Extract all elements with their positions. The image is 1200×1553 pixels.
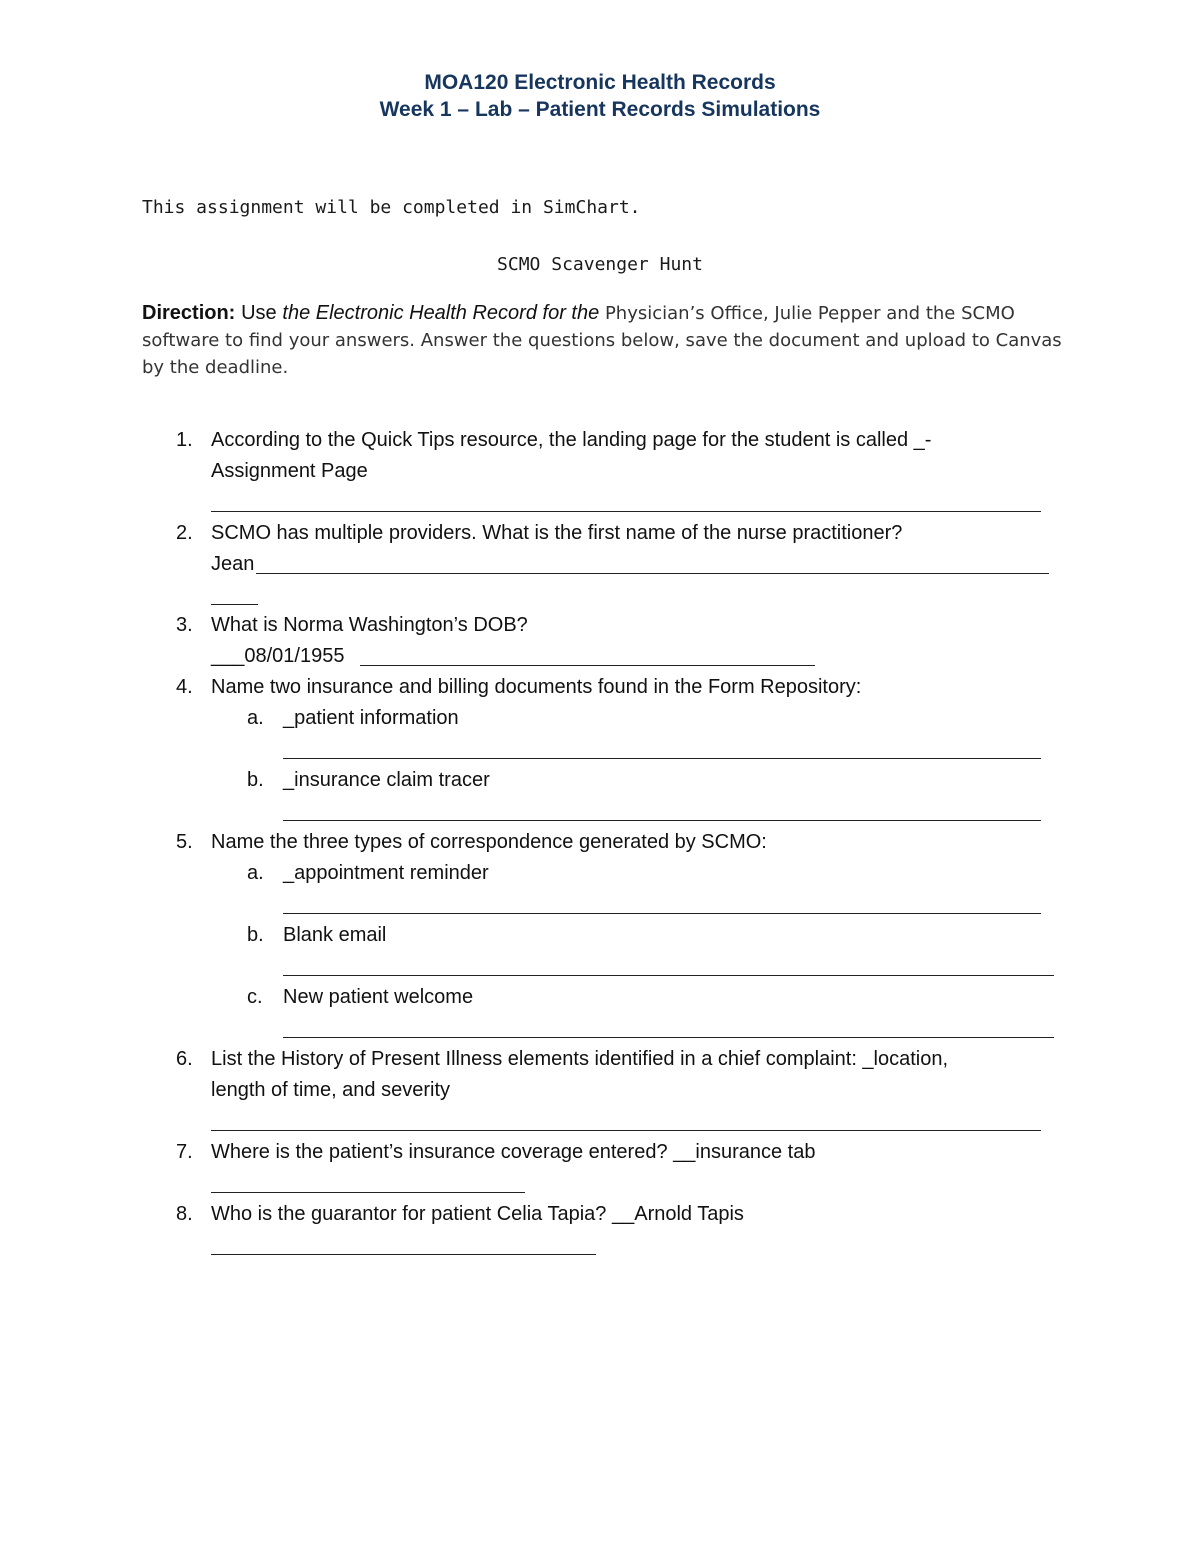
q1-answer: Assignment Page [211,460,368,482]
q3-number: 3. [176,614,193,636]
q7-answer-line [211,1192,525,1193]
intro-text: This assignment will be completed in SimChart. [142,197,641,218]
q4a-letter: a. [247,707,264,729]
q5a-letter: a. [247,862,264,884]
q5a-answer-line [283,913,1041,914]
q6-answer-line [211,1130,1041,1131]
q5b-answer: Blank email [283,924,387,946]
q5a-answer: _appointment reminder [283,862,489,884]
q4b-answer-line [283,820,1041,821]
lab-title: Week 1 – Lab – Patient Records Simulations [379,98,821,121]
q2-number: 2. [176,522,193,544]
q4b-answer: _insurance claim tracer [283,769,490,791]
q8-answer-line [211,1254,596,1255]
q2-answer-line [256,573,1049,574]
q5-number: 5. [176,831,193,853]
q4a-answer-line [283,758,1041,759]
q8-number: 8. [176,1203,193,1225]
q4b-letter: b. [247,769,264,791]
direction-label: Direction: [142,302,236,324]
q1-text: According to the Quick Tips resource, the landing page for the student is called _- [211,429,932,451]
q3-text: What is Norma Washington’s DOB? [211,614,528,636]
q2-answer-line-cont [211,604,258,605]
q6-number: 6. [176,1048,193,1070]
q7-text: Where is the patient’s insurance coverage entered? __insurance tab [211,1141,816,1163]
direction-paragraph [142,300,1062,381]
direction-italic: the Electronic Health Record for the [282,302,600,324]
course-title: MOA120 Electronic Health Records [424,71,776,94]
q2-answer: Jean [211,553,255,575]
q4a-answer: _patient information [283,707,459,729]
q5b-answer-line [283,975,1054,976]
q6-answer: length of time, and severity [211,1079,451,1101]
q5c-answer-line [283,1037,1054,1038]
q6-text: List the History of Present Illness elements identified in a chief complaint: _location, [211,1048,949,1070]
q5-text: Name the three types of correspondence generated by SCMO: [211,831,767,853]
direction-text: Physician’s Office, Julie Pepper and the SCMO software to find your answers. Answer the questions below, save the document and upload to Canvas by the deadline. [142,303,1062,378]
q5c-answer: New patient welcome [283,986,474,1008]
q8-text: Who is the guarantor for patient Celia Tapia? __Arnold Tapis [211,1203,744,1225]
q3-answer-line [360,665,815,666]
q2-text: SCMO has multiple providers. What is the first name of the nurse practitioner? [211,522,903,544]
q1-answer-line [211,511,1041,512]
q3-answer: ___08/01/1955 [211,645,345,667]
q7-number: 7. [176,1141,193,1163]
q1-number: 1. [176,429,193,451]
q4-text: Name two insurance and billing documents found in the Form Repository: [211,676,862,698]
direction-use: Use [241,302,277,324]
q5b-letter: b. [247,924,264,946]
q5c-letter: c. [247,986,263,1008]
q4-number: 4. [176,676,193,698]
section-subtitle: SCMO Scavenger Hunt [497,254,703,275]
